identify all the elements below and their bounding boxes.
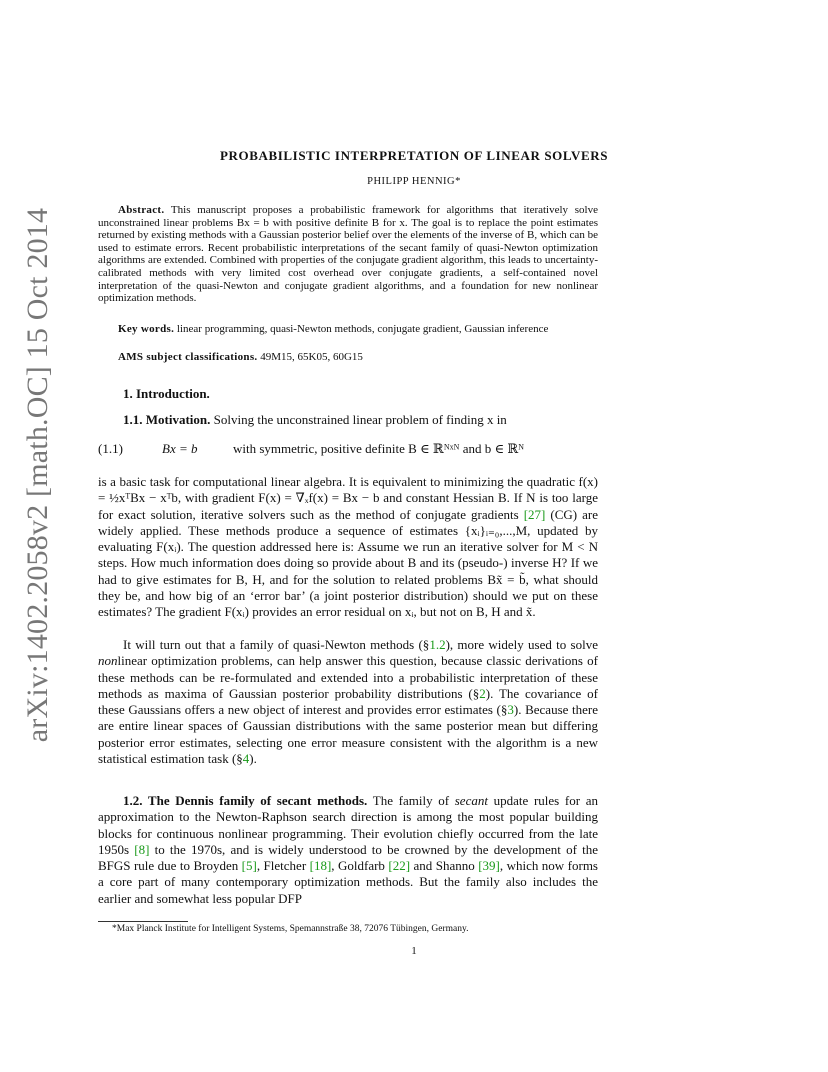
paragraph-2-text: ). The covariance of these Gaussians offers a new object of interest and provides error estimates (§ (98, 685, 598, 718)
paragraph-2-text: ). Because there are entire linear spaces of Gaussian distributions with the same posterior mean but differing posterior error estimates, selecting one error measure consistent with the algorithm is a new statistical estimation task (§ (98, 702, 599, 767)
subsection-1-2-text: and Shanno (410, 858, 479, 874)
arxiv-stamp (18, 207, 58, 743)
citation-link[interactable]: [5] (241, 858, 257, 874)
section-link[interactable]: 3 (507, 702, 514, 718)
section-1-heading: 1. Introduction. (123, 386, 210, 401)
equation-lhs: Bx = b (162, 441, 198, 456)
abstract (98, 204, 598, 305)
paragraph-1-text-cont: (CG) are widely applied. These methods produce a sequence of estimates {xᵢ}ᵢ₌₀,...,M, updated by evaluating F(xᵢ). The question addressed here is: Assume we run an iterative solver for M < N steps. How much information does doing so provide about B and its (pseudo-) inverse H? If we had to give estimates for B, H, and for the solution to related problems Bx̃ = b̃, what should they be, and how big of an ‘error bar’ (a joint posterior distribution) should we put on these estimates? The gradient F(xᵢ) provides an error residual on xᵢ, but not on B, H and x̃. (98, 506, 598, 620)
paragraph-2-text: ), more widely used to solve (445, 637, 598, 652)
citation-link[interactable]: [27] (523, 506, 546, 522)
arxiv-stamp-text: arXiv:1402.2058v2 [math.OC] 15 Oct 2014 (21, 207, 54, 743)
subsection-1-2-heading: 1.2. The Dennis family of secant methods. (123, 793, 368, 808)
footnote: *Max Planck Institute for Intelligent Systems, Spemannstraße 38, 72076 Tübingen, Germany. (112, 924, 469, 934)
subsection-1-2-text: , Goldfarb (331, 858, 389, 874)
ams-text: 49M15, 65K05, 60G15 (260, 351, 363, 363)
section-link[interactable]: 4 (242, 751, 250, 767)
ams-label: AMS subject classifications. (118, 351, 258, 363)
subsection-1-2-text: update rules for an approximation to the Newton-Raphson search direction is among the most popular building blocks for continuous nonlinear programming. Their evolution chiefly occurred from the late 1950s (98, 793, 598, 857)
subsection-1-2-text: The family of (372, 793, 455, 808)
subsection-1-2-text: , which now forms a core part of many contemporary optimization methods. But the family also includes the earlier and somewhat less popular DFP (98, 858, 598, 906)
emphasis: secant (454, 793, 488, 808)
paragraph-2-text: ). (249, 751, 257, 767)
subsection-1-2-text: to the 1970s, and is widely understood to be crowned by the development of the BFGS rule due to Broyden (98, 841, 598, 874)
paragraph-1-text: is a basic task for computational linear algebra. It is equivalent to minimizing the quadratic f(x) = ½xᵀBx − xᵀb, with gradient F(x) = ∇ₓf(x) = Bx − b and constant Hessian B. If N is too large for exact solution, iterative solvers such as the method of conjugate gradients (98, 474, 598, 522)
subsection-1-1 (98, 412, 598, 428)
ams-classifications (98, 351, 598, 363)
paragraph-2-text: linear optimization problems, can help answer this question, because classic derivations of these methods can be re-formulated and extended into a probabilistic interpretation of these methods as maxima of Gaussian posterior probability distributions (§ (98, 653, 598, 701)
citation-link[interactable]: [8] (134, 841, 150, 857)
section-link[interactable]: 2 (479, 685, 486, 701)
equation-1-1 (98, 441, 598, 459)
citation-link[interactable]: [18] (309, 858, 332, 874)
footnote-rule (98, 921, 188, 922)
paragraph-1 (98, 474, 598, 621)
paragraph-2-text: It will turn out that a family of quasi-Newton methods (§ (123, 637, 430, 652)
abstract-text: This manuscript proposes a probabilistic framework for algorithms that iteratively solve unconstrained linear problems Bx = b with positive definite B for x. The goal is to replace the point estimates returned by existing methods with a Gaussian posterior belief over the elements of the inverse of B, which can be used to estimate errors. Recent probabilistic interpretations of the secant family of quasi-Newton optimization algorithms are extended. Combined with properties of the conjugate gradient algorithm, this leads to uncertainty-calibrated methods with very limited cost overhead over conjugate gradients, a self-contained novel interpretation of the quasi-Newton and conjugate gradient algorithms, and a foundation for new nonlinear optimization methods. (98, 204, 598, 305)
emphasis: non (98, 653, 118, 669)
abstract-label: Abstract. (118, 204, 165, 216)
equation-rhs: with symmetric, positive definite B ∈ ℝᴺˣᴺ and b ∈ ℝᴺ (233, 441, 525, 456)
citation-link[interactable]: [39] (478, 858, 500, 874)
subsection-1-1-heading: 1.1. Motivation. (123, 412, 211, 427)
section-heading (98, 386, 598, 402)
section-link[interactable]: 1.2 (429, 637, 446, 652)
keywords-text: linear programming, quasi-Newton methods, conjugate gradient, Gaussian inference (176, 323, 549, 335)
equation-number: (1.1) (98, 441, 123, 456)
subsection-1-1-lead: Solving the unconstrained linear problem of finding x in (213, 412, 507, 427)
paragraph-2 (98, 637, 598, 767)
citation-link[interactable]: [22] (388, 858, 411, 874)
subsection-1-2 (98, 793, 598, 907)
paper-title: PROBABILISTIC INTERPRETATION OF LINEAR SOLVERS (219, 148, 609, 163)
author-name: PHILIPP HENNIG* (367, 176, 461, 187)
keywords-label: Key words. (118, 323, 175, 335)
page-number: 1 (411, 945, 417, 957)
keywords (98, 323, 598, 335)
subsection-1-2-text: , Fletcher (256, 858, 310, 874)
